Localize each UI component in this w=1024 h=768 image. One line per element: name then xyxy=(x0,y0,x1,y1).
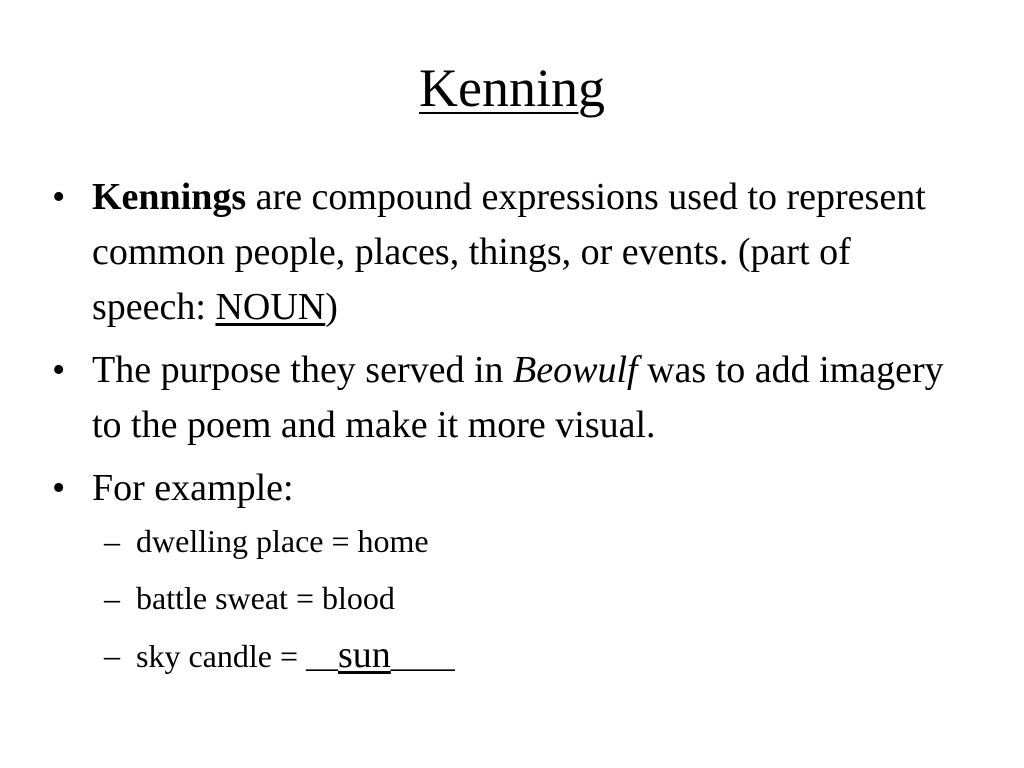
definition-close: ) xyxy=(325,286,338,328)
example-item xyxy=(52,575,972,621)
bullet-definition xyxy=(52,170,972,335)
slide-title: Kenning xyxy=(419,58,605,118)
bullet-list xyxy=(52,170,972,690)
example-item xyxy=(52,518,972,564)
bullet-purpose xyxy=(52,343,972,453)
examples-heading: For example: xyxy=(92,467,294,509)
dash-icon: – xyxy=(104,580,120,616)
example-item xyxy=(52,632,972,679)
bullet-examples xyxy=(52,461,972,516)
definition-text: are compound expressions used to represent common people, places, things, or events. (part of speech: xyxy=(92,176,926,328)
example-prefix: sky candle = xyxy=(136,638,306,674)
purpose-text-after: was to add imagery to the poem and make it more visual. xyxy=(92,349,944,446)
bullet-icon: • xyxy=(52,176,66,218)
example-text: dwelling place = home xyxy=(136,523,429,559)
bullet-icon: • xyxy=(52,349,66,391)
dash-icon: – xyxy=(104,637,120,673)
bullet-icon: • xyxy=(52,467,66,509)
example-text: battle sweat = blood xyxy=(136,580,395,616)
blank-before: __ xyxy=(306,638,338,674)
answer-sun: sun xyxy=(338,634,391,676)
title-beowulf: Beowulf xyxy=(513,349,638,391)
term-kennings: Kennings xyxy=(92,176,247,218)
part-of-speech: NOUN xyxy=(215,286,326,328)
blank-after: ____ xyxy=(390,638,455,674)
dash-icon: – xyxy=(104,523,120,559)
purpose-text-before: The purpose they served in xyxy=(92,349,514,391)
